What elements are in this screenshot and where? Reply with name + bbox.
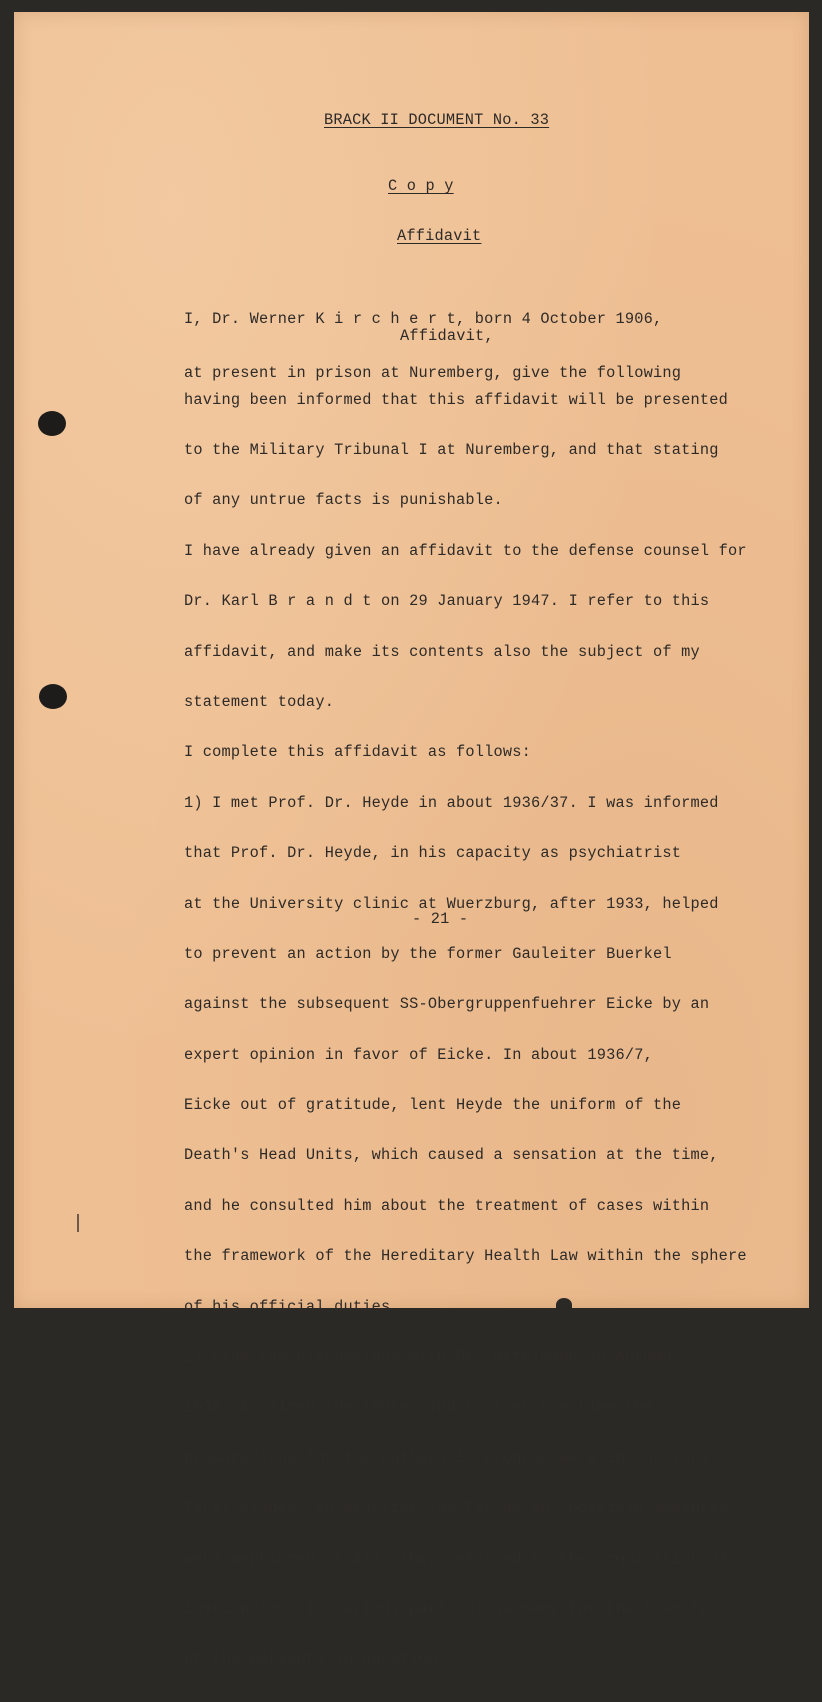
body-line: Eicke out of gratitude, lent Heyde the uniform of the	[184, 1096, 682, 1115]
body-line: of any untrue facts is punishable.	[184, 491, 503, 510]
body-line: affidavit, and make its contents also the subject of my	[184, 642, 700, 661]
body-line: institutions in various parts of Germany for the transfer	[184, 1599, 719, 1618]
document-header: BRACK II DOCUMENT No. 33	[324, 111, 550, 129]
body-line: 2) From the discussions with Dr. Hefelmann in Autumn,	[184, 1348, 682, 1367]
pencil-mark	[77, 1214, 79, 1232]
body-line: I complete this affidavit as follows:	[184, 743, 532, 762]
body-line: I have already given an affidavit to the defense counsel for	[184, 541, 747, 560]
body-line: and he consulted him about the treatment of cases within	[184, 1196, 710, 1215]
copy-label: C o p y	[388, 177, 454, 195]
body-line: Dr. Karl B r a n d t on 29 January 1947. I refer to this	[184, 592, 710, 611]
punch-hole	[39, 684, 67, 709]
body-text	[184, 358, 747, 1702]
document-subtitle: Affidavit,	[400, 327, 494, 345]
body-line: of the patients in question.	[184, 1650, 447, 1669]
body-line: preparations for the euthanasia program were in the very	[184, 1448, 710, 1467]
body-line: the framework of the Hereditary Health Law within the sphere	[184, 1247, 747, 1266]
document-page	[14, 12, 809, 1669]
body-line: having been informed that this affidavit will be presented	[184, 390, 729, 409]
body-line: expert opinion in favor of Eicke. In about 1936/7,	[184, 1045, 653, 1064]
body-line: of his official duties.	[184, 1297, 400, 1316]
punch-hole	[38, 411, 66, 436]
body-line: at the University clinic at Wuerzburg, after 1933, helped	[184, 894, 719, 913]
body-line: to prevent an action by the former Gauleiter Buerkel	[184, 944, 672, 963]
body-line: 1939, I gained the impression that at the time the	[184, 1398, 653, 1417]
body-line: Death's Head Units, which caused a sensation at the time,	[184, 1146, 719, 1165]
intro-line: at present in prison at Nuremberg, give the following	[184, 364, 682, 382]
body-line: first stages. In practice, as far as any possible measures	[184, 1499, 729, 1518]
document-title: Affidavit	[397, 227, 482, 245]
page-number: - 21 -	[412, 910, 469, 928]
intro-line: I, Dr. Werner K i r c h e r t, born 4 October 1906,	[184, 310, 663, 328]
body-line: that Prof. Dr. Heyde, in his capacity as psychiatrist	[184, 844, 682, 863]
body-line: to the Military Tribunal I at Nuremberg, and that stating	[184, 440, 719, 459]
body-line: were mentioned at all, they referred to the acquisition of	[184, 1549, 729, 1568]
body-line: statement today.	[184, 692, 335, 711]
body-line: 1) I met Prof. Dr. Heyde in about 1936/37. I was informed	[184, 793, 719, 812]
body-line: against the subsequent SS-Obergruppenfuehrer Eicke by an	[184, 995, 710, 1014]
paper-tear	[556, 1298, 572, 1312]
